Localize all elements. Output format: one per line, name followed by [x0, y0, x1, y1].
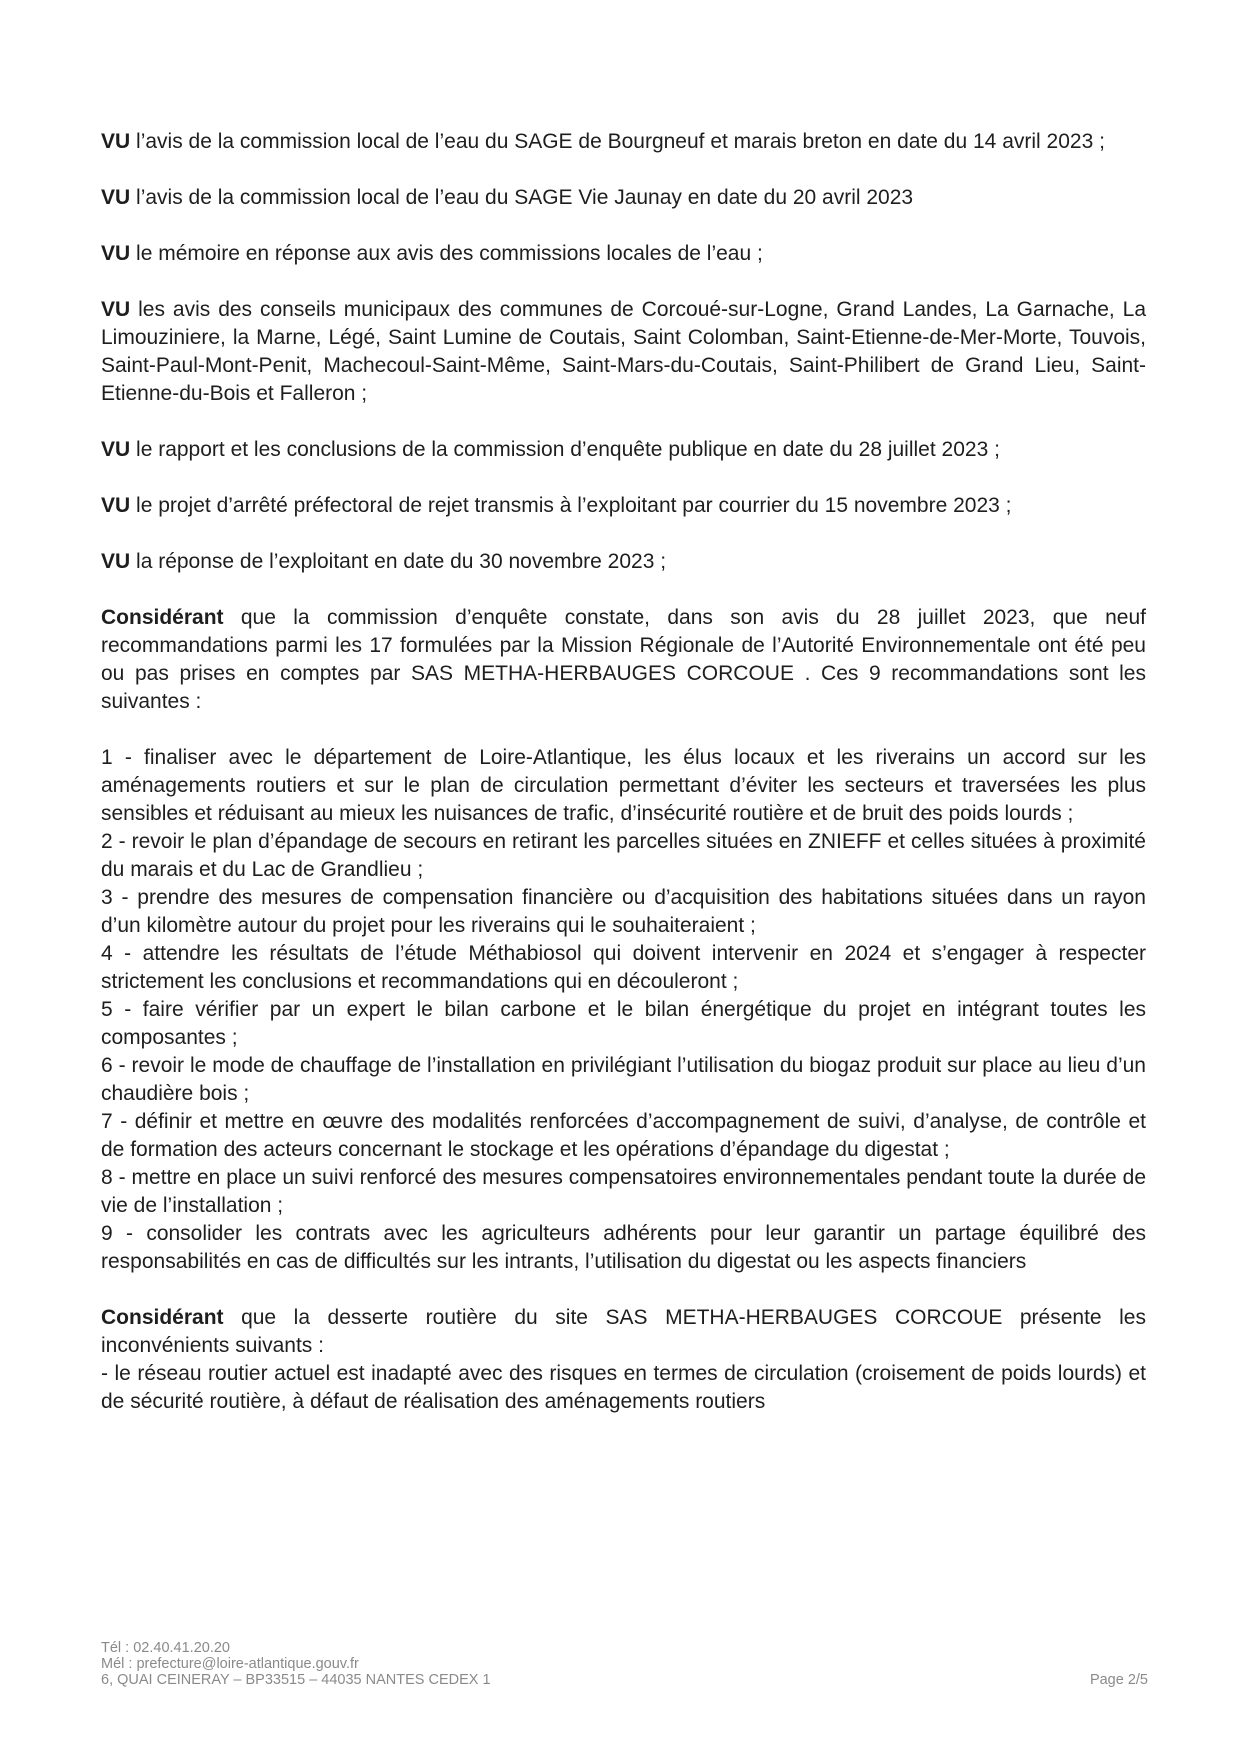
considerant-text: que la commission d’enquête constate, dans son avis du 28 juillet 2023, que neuf recommandations parmi les 17 formulées par la Mission Régionale de l’Autorité Environnementale ont été peu ou pas prises en comptes par SAS METHA-HERBAUGES CORCOUE . Ces 9 recommandations sont les suivantes : [101, 606, 1146, 713]
visa-keyword: VU [101, 298, 131, 321]
document-body [101, 128, 1146, 1416]
considerant-keyword: Considérant [101, 606, 224, 629]
visa-paragraph [101, 492, 1146, 520]
visa-text: la réponse de l’exploitant en date du 30 novembre 2023 ; [130, 550, 667, 573]
recommendation-item: 5 - faire vérifier par un expert le bilan carbone et le bilan énergétique du projet en intégrant toutes les composantes ; [101, 998, 1146, 1049]
page-number: Page 2/5 [1089, 1672, 1148, 1688]
visa-paragraph [101, 436, 1146, 464]
considerant-text: que la desserte routière du site SAS METHA-HERBAUGES CORCOUE présente les inconvénients suivants : [101, 1306, 1146, 1357]
recommendation-item: 6 - revoir le mode de chauffage de l’installation en privilégiant l’utilisation du biogaz produit sur place au lieu d’un chaudière bois ; [101, 1054, 1146, 1105]
considerant-bullet: - le réseau routier actuel est inadapté avec des risques en termes de circulation (croisement de poids lourds) et de sécurité routière, à défaut de réalisation des aménagements routiers [101, 1362, 1146, 1413]
footer-contact [101, 1640, 491, 1688]
visa-paragraph [101, 548, 1146, 576]
visa-text: le projet d’arrêté préfectoral de rejet transmis à l’exploitant par courrier du 15 novembre 2023 ; [130, 494, 1012, 517]
recommendation-item: 3 - prendre des mesures de compensation financière ou d’acquisition des habitations situées dans un rayon d’un kilomètre autour du projet pour les riverains qui le souhaiteraient ; [101, 886, 1146, 937]
visa-text: le rapport et les conclusions de la commission d’enquête publique en date du 28 juillet 2023 ; [130, 438, 1000, 461]
visa-keyword: VU [101, 130, 131, 153]
footer-email: Mél : prefecture@loire-atlantique.gouv.fr [101, 1656, 359, 1672]
visa-paragraph [101, 128, 1146, 156]
recommendation-item: 2 - revoir le plan d’épandage de secours en retirant les parcelles situées en ZNIEFF et celles situées à proximité du marais et du Lac de Grandlieu ; [101, 830, 1146, 881]
recommendation-list [101, 744, 1146, 1276]
visa-keyword: VU [101, 186, 131, 209]
footer-address: 6, QUAI CEINERAY – BP33515 – 44035 NANTES CEDEX 1 [101, 1672, 491, 1688]
recommendation-item: 1 - finaliser avec le département de Loire-Atlantique, les élus locaux et les riverains un accord sur les aménagements routiers et sur le plan de circulation permettant d’éviter les secteurs et traversées les plus sensibles et réduisant au mieux les nuisances de trafic, d’insécurité routière et de bruit des poids lourds ; [101, 746, 1146, 825]
visa-text: l’avis de la commission local de l’eau du SAGE Vie Jaunay en date du 20 avril 2023 [130, 186, 914, 209]
visa-text: les avis des conseils municipaux des communes de Corcoué-sur-Logne, Grand Landes, La Garnache, La Limouziniere, la Marne, Légé, Saint Lumine de Coutais, Saint Colomban, Saint-Etienne-de-Mer-Morte, Touvois, Saint-Paul-Mont-Penit, Machecoul-Saint-Même, Saint-Mars-du-Coutais, Saint-Philibert de Grand Lieu, Saint-Etienne-du-Bois et Falleron ; [101, 298, 1146, 405]
considerant-paragraph [101, 1304, 1146, 1360]
visa-text: le mémoire en réponse aux avis des commissions locales de l’eau ; [130, 242, 763, 265]
visa-paragraph [101, 296, 1146, 408]
visa-keyword: VU [101, 242, 131, 265]
visa-keyword: VU [101, 550, 131, 573]
recommendation-item: 8 - mettre en place un suivi renforcé des mesures compensatoires environnementales pendant toute la durée de vie de l’installation ; [101, 1166, 1146, 1217]
visa-keyword: VU [101, 494, 131, 517]
visa-paragraph [101, 240, 1146, 268]
footer-phone: Tél : 02.40.41.20.20 [101, 1640, 230, 1656]
visa-text: l’avis de la commission local de l’eau du SAGE de Bourgneuf et marais breton en date du 14 avril 2023 ; [130, 130, 1105, 153]
considerant-keyword: Considérant [101, 1306, 224, 1329]
recommendation-item: 9 - consolider les contrats avec les agriculteurs adhérents pour leur garantir un partage équilibré des responsabilités en cas de difficultés sur les intrants, l’utilisation du digestat ou les aspects financiers [101, 1222, 1146, 1273]
considerant-paragraph [101, 604, 1146, 716]
visa-keyword: VU [101, 438, 131, 461]
recommendation-item: 7 - définir et mettre en œuvre des modalités renforcées d’accompagnement de suivi, d’analyse, de contrôle et de formation des acteurs concernant le stockage et les opérations d’épandage du digestat ; [101, 1110, 1146, 1161]
visa-paragraph [101, 184, 1146, 212]
recommendation-item: 4 - attendre les résultats de l’étude Méthabiosol qui doivent intervenir en 2024 et s’engager à respecter strictement les conclusions et recommandations qui en découleront ; [101, 942, 1146, 993]
